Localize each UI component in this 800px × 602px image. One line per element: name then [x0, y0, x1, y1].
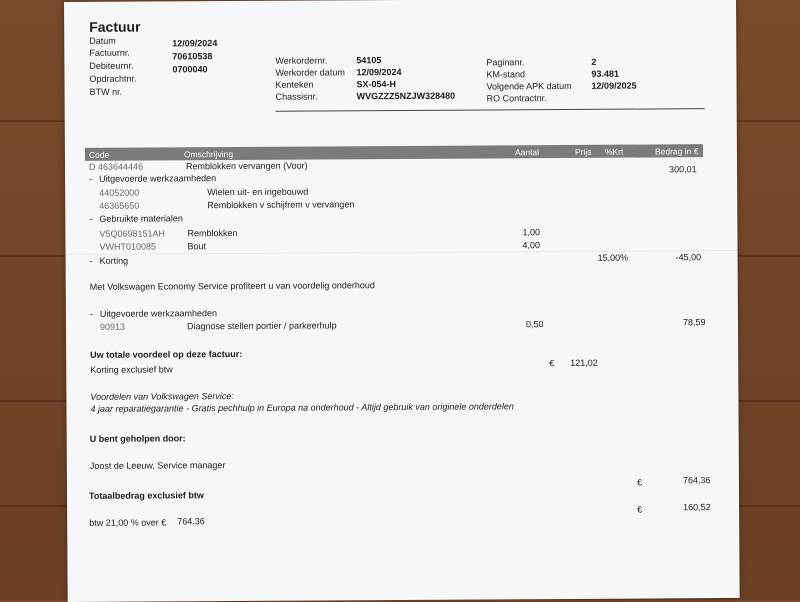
economy-bullet: - [89, 308, 93, 319]
label-debiteurnr: Debiteurnr. [89, 60, 134, 71]
row-desc: Diagnose stellen portier / parkeerhulp [186, 320, 337, 332]
benefits-heading: Voordelen van Volkswagen Service: [90, 391, 234, 402]
row-desc: Remblokken v schijfrem v vervangen [207, 199, 355, 211]
row-desc: Bout [187, 241, 207, 252]
value-debiteurnr: 0700040 [172, 64, 208, 75]
value-paginanr: 2 [591, 56, 597, 67]
invoice-title: Factuur [89, 18, 141, 35]
helped-name: Joost de Leeuw, Service manager [89, 460, 226, 471]
label-opdrachtnr: Opdrachtnr. [89, 73, 137, 84]
btw-label: btw 21,00 % over € [89, 517, 167, 528]
col-aantal: Aantal [514, 147, 540, 158]
label-btwnr: BTW nr. [89, 86, 123, 97]
row-desc: Wielen uit- en ingebouwd [207, 186, 309, 198]
value-km-stand: 93.481 [591, 68, 620, 79]
btw-currency: € [637, 504, 643, 515]
row-amount: 78,59 [682, 317, 706, 328]
helped-heading: U bent geholpen door: [89, 433, 186, 444]
value-werkorder-datum: 12/09/2024 [356, 66, 402, 78]
label-datum: Datum [89, 35, 116, 46]
row-desc: Gebruikte materialen [99, 213, 183, 224]
total-excl-currency: € [636, 477, 642, 488]
col-korting: %Krt [604, 146, 624, 157]
total-excl-amount: 764,36 [682, 475, 711, 486]
row-amount: 300,01 [669, 164, 697, 175]
col-bedrag: Bedrag in € [654, 146, 699, 157]
row-code: VWHT010085 [99, 241, 157, 252]
label-apk-datum: Volgende APK datum [486, 80, 572, 92]
economy-text: Met Volkswagen Economy Service profiteert u van voordelig onderhoud [89, 280, 375, 292]
header-divider [276, 108, 705, 112]
row-desc: Remblokken vervangen (Voor) [185, 160, 308, 172]
row-qty: 1,00 [522, 227, 540, 238]
savings-currency: € [549, 358, 555, 369]
row-desc: Remblokken [187, 227, 238, 239]
label-km-stand: KM-stand [486, 69, 526, 80]
row-bullet: - [89, 213, 93, 224]
row-code: 44052000 [99, 187, 140, 198]
row-code: D 463644446 [88, 161, 144, 172]
label-ro-contractnr: RO Contractnr. [486, 93, 547, 104]
col-code: Code [88, 149, 110, 160]
value-apk-datum: 12/09/2025 [591, 80, 637, 91]
row-desc: Uitgevoerde werkzaamheden [99, 173, 217, 184]
label-paginanr: Paginanr. [486, 57, 525, 68]
row-qty: 0,50 [525, 319, 544, 330]
row-code: 90913 [99, 321, 126, 332]
row-code: 46365650 [99, 200, 140, 211]
label-kenteken: Kenteken [275, 79, 314, 90]
row-desc: Korting [99, 255, 129, 266]
btw-base: 764,36 [177, 516, 205, 527]
row-qty: 4,00 [522, 240, 541, 251]
row-bullet: - [89, 173, 93, 184]
value-chassisnr: WVGZZZ5NZJW328480 [356, 90, 456, 102]
paper-fold [66, 250, 738, 255]
column-header-bar [85, 144, 703, 161]
savings-value: 121,02 [570, 357, 598, 368]
value-kenteken: SX-054-H [356, 79, 397, 90]
invoice-paper [64, 0, 740, 602]
value-werkordernr: 54105 [356, 55, 382, 66]
btw-amount: 160,52 [683, 502, 711, 513]
row-code: V5Q0698151AH [99, 228, 166, 239]
row-bullet: - [89, 255, 93, 266]
value-factuurnr: 70610538 [172, 51, 213, 62]
value-datum: 12/09/2024 [172, 38, 218, 49]
label-chassisnr: Chassisnr. [275, 91, 318, 102]
col-omschrijving: Omschrijving [183, 149, 234, 160]
label-werkorder-datum: Werkorder datum [275, 67, 345, 78]
col-prijs: Prijs [574, 146, 592, 157]
row-discount: 15,00% [597, 252, 629, 263]
row-amount: -45,00 [675, 252, 702, 263]
label-werkordernr: Werkordernr. [275, 55, 328, 66]
savings-heading: Uw totale voordeel op deze factuur: [90, 348, 243, 360]
savings-label: Korting exclusief btw [90, 364, 173, 375]
benefits-text: 4 jaar reparatiegarantie - Gratis pechhulp in Europa na onderhoud - Altijd gebruik van originele onderdelen [90, 401, 514, 414]
economy-section: Uitgevoerde werkzaamheden [99, 308, 218, 319]
label-factuurnr: Factuurnr. [89, 47, 130, 58]
total-excl-label: Totaalbedrag exclusief btw [88, 490, 204, 501]
